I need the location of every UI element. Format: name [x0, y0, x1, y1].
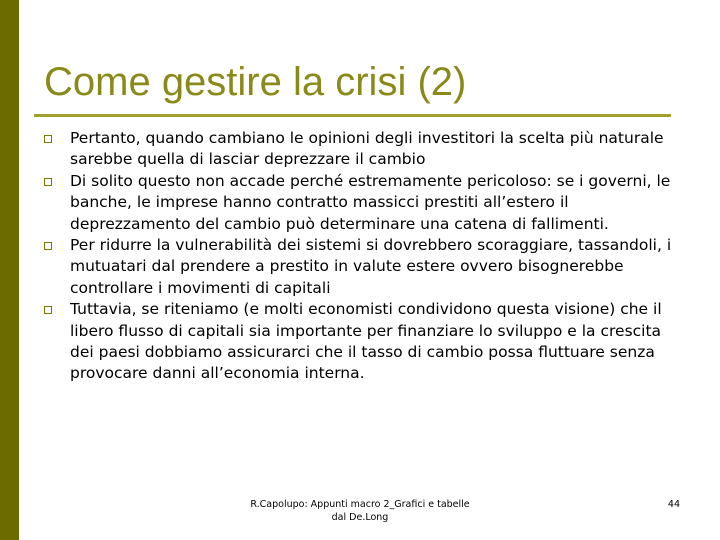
slide-title: Come gestire la crisi (2): [44, 60, 467, 104]
page-number: 44: [667, 499, 680, 510]
bullet-text: Pertanto, quando cambiano le opinioni degli investitori la scelta più naturale sarebbe quella di lasciar deprezzare il cambio: [70, 129, 664, 169]
square-bullet-icon: [44, 306, 52, 314]
bullet-item: [44, 299, 684, 385]
bullet-list: [44, 128, 684, 385]
bullet-text: Tuttavia, se riteniamo (e molti economisti condividono questa visione) che il libero flusso di capitali sia importante per finanziare lo sviluppo e la crescita dei paesi dobbiamo assicurarci che il tasso di cambio possa fluttuare senza provocare danni all’economia interna.: [70, 300, 662, 383]
bullet-item: [44, 171, 684, 235]
bullet-text: Di solito questo non accade perché estremamente pericoloso: se i governi, le banche, le imprese hanno contratto massicci prestiti all’estero il deprezzamento del cambio può determinare una catena di fallimenti.: [70, 171, 671, 233]
slide-side-bar: [0, 0, 19, 540]
slide-footer: R.Capolupo: Appunti macro 2_Grafici e tabelle dal De.Long: [250, 499, 470, 523]
square-bullet-icon: [44, 178, 52, 186]
bullet-item: [44, 235, 684, 299]
title-divider: [34, 114, 671, 117]
square-bullet-icon: [44, 135, 52, 143]
bullet-item: [44, 128, 684, 171]
square-bullet-icon: [44, 242, 52, 250]
bullet-text: Per ridurre la vulnerabilità dei sistemi si dovrebbero scoraggiare, tassandoli, i mutuatari dal prendere a prestito in valute estere ovvero bisognerebbe controllare i movimenti di capitali: [70, 236, 672, 297]
